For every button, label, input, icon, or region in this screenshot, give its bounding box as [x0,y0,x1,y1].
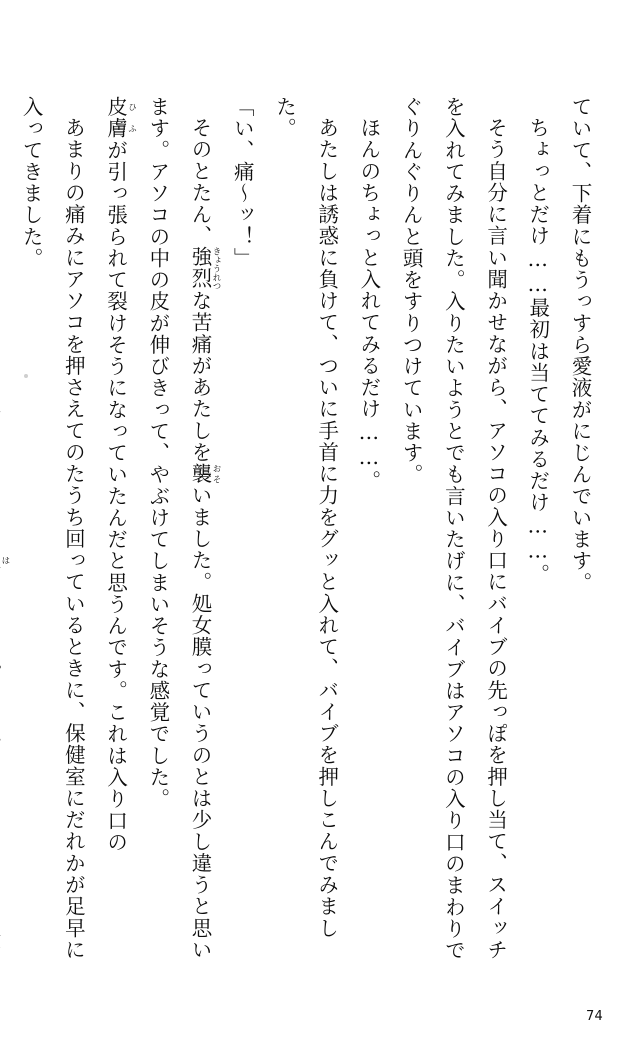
ruby-ha: は [0,549,10,571]
paragraph-3: そう自分に言い聞かせながら、アソコの入り口にバイブの先っぽを押し当て、スイッチを入れてみました。入りたいようとでも言いたげに、バイブはアソコの入り口のまわりでぐりんぐりんと頭をすりつけています。 [399,96,508,962]
paragraph-1: ていて、下着にもうっすら愛液がにじんでいます。 [568,96,592,594]
paragraph-6: 「い、痛〜ッ！」 [230,96,255,270]
vertical-text-body [0,96,601,976]
page-number: 74 [585,1009,603,1024]
ruby-oso: 襲 おそ [188,462,222,485]
paragraph-9: あまりの痛みにアソコを押さえてのたうち回っているときに、保健室にだれかが足早に入ってきました。 [19,96,86,960]
ruby-kyouretsu: 強烈 きょうれつ [188,246,222,290]
ruby-hifu: 皮膚 ひふ [103,96,137,140]
paragraph-7: そのとたん、強烈 きょうれつな苦痛があたしを襲 おそいました。処女膜っていうのとは少し違うと思います。アソコの中の皮が伸びきって、やぶけてしまいそうな感覚でした。 [145,96,222,961]
paragraph-4: ほんのちょっと入れてみるだけ……。 [356,116,381,492]
paragraph-8: 皮膚 ひふが引っ張られて裂けそうになっていたんだと思うんです。これは入り口の [103,96,137,853]
paragraph-2: ちょっとだけ……最初は当ててみるだけ……。 [525,116,550,585]
paragraph-5: あたしは誘惑に負けて、ついに手首に力をグッと入れて、バイブを押しこんでみました。 [272,96,339,939]
paragraph-10 [0,96,10,976]
